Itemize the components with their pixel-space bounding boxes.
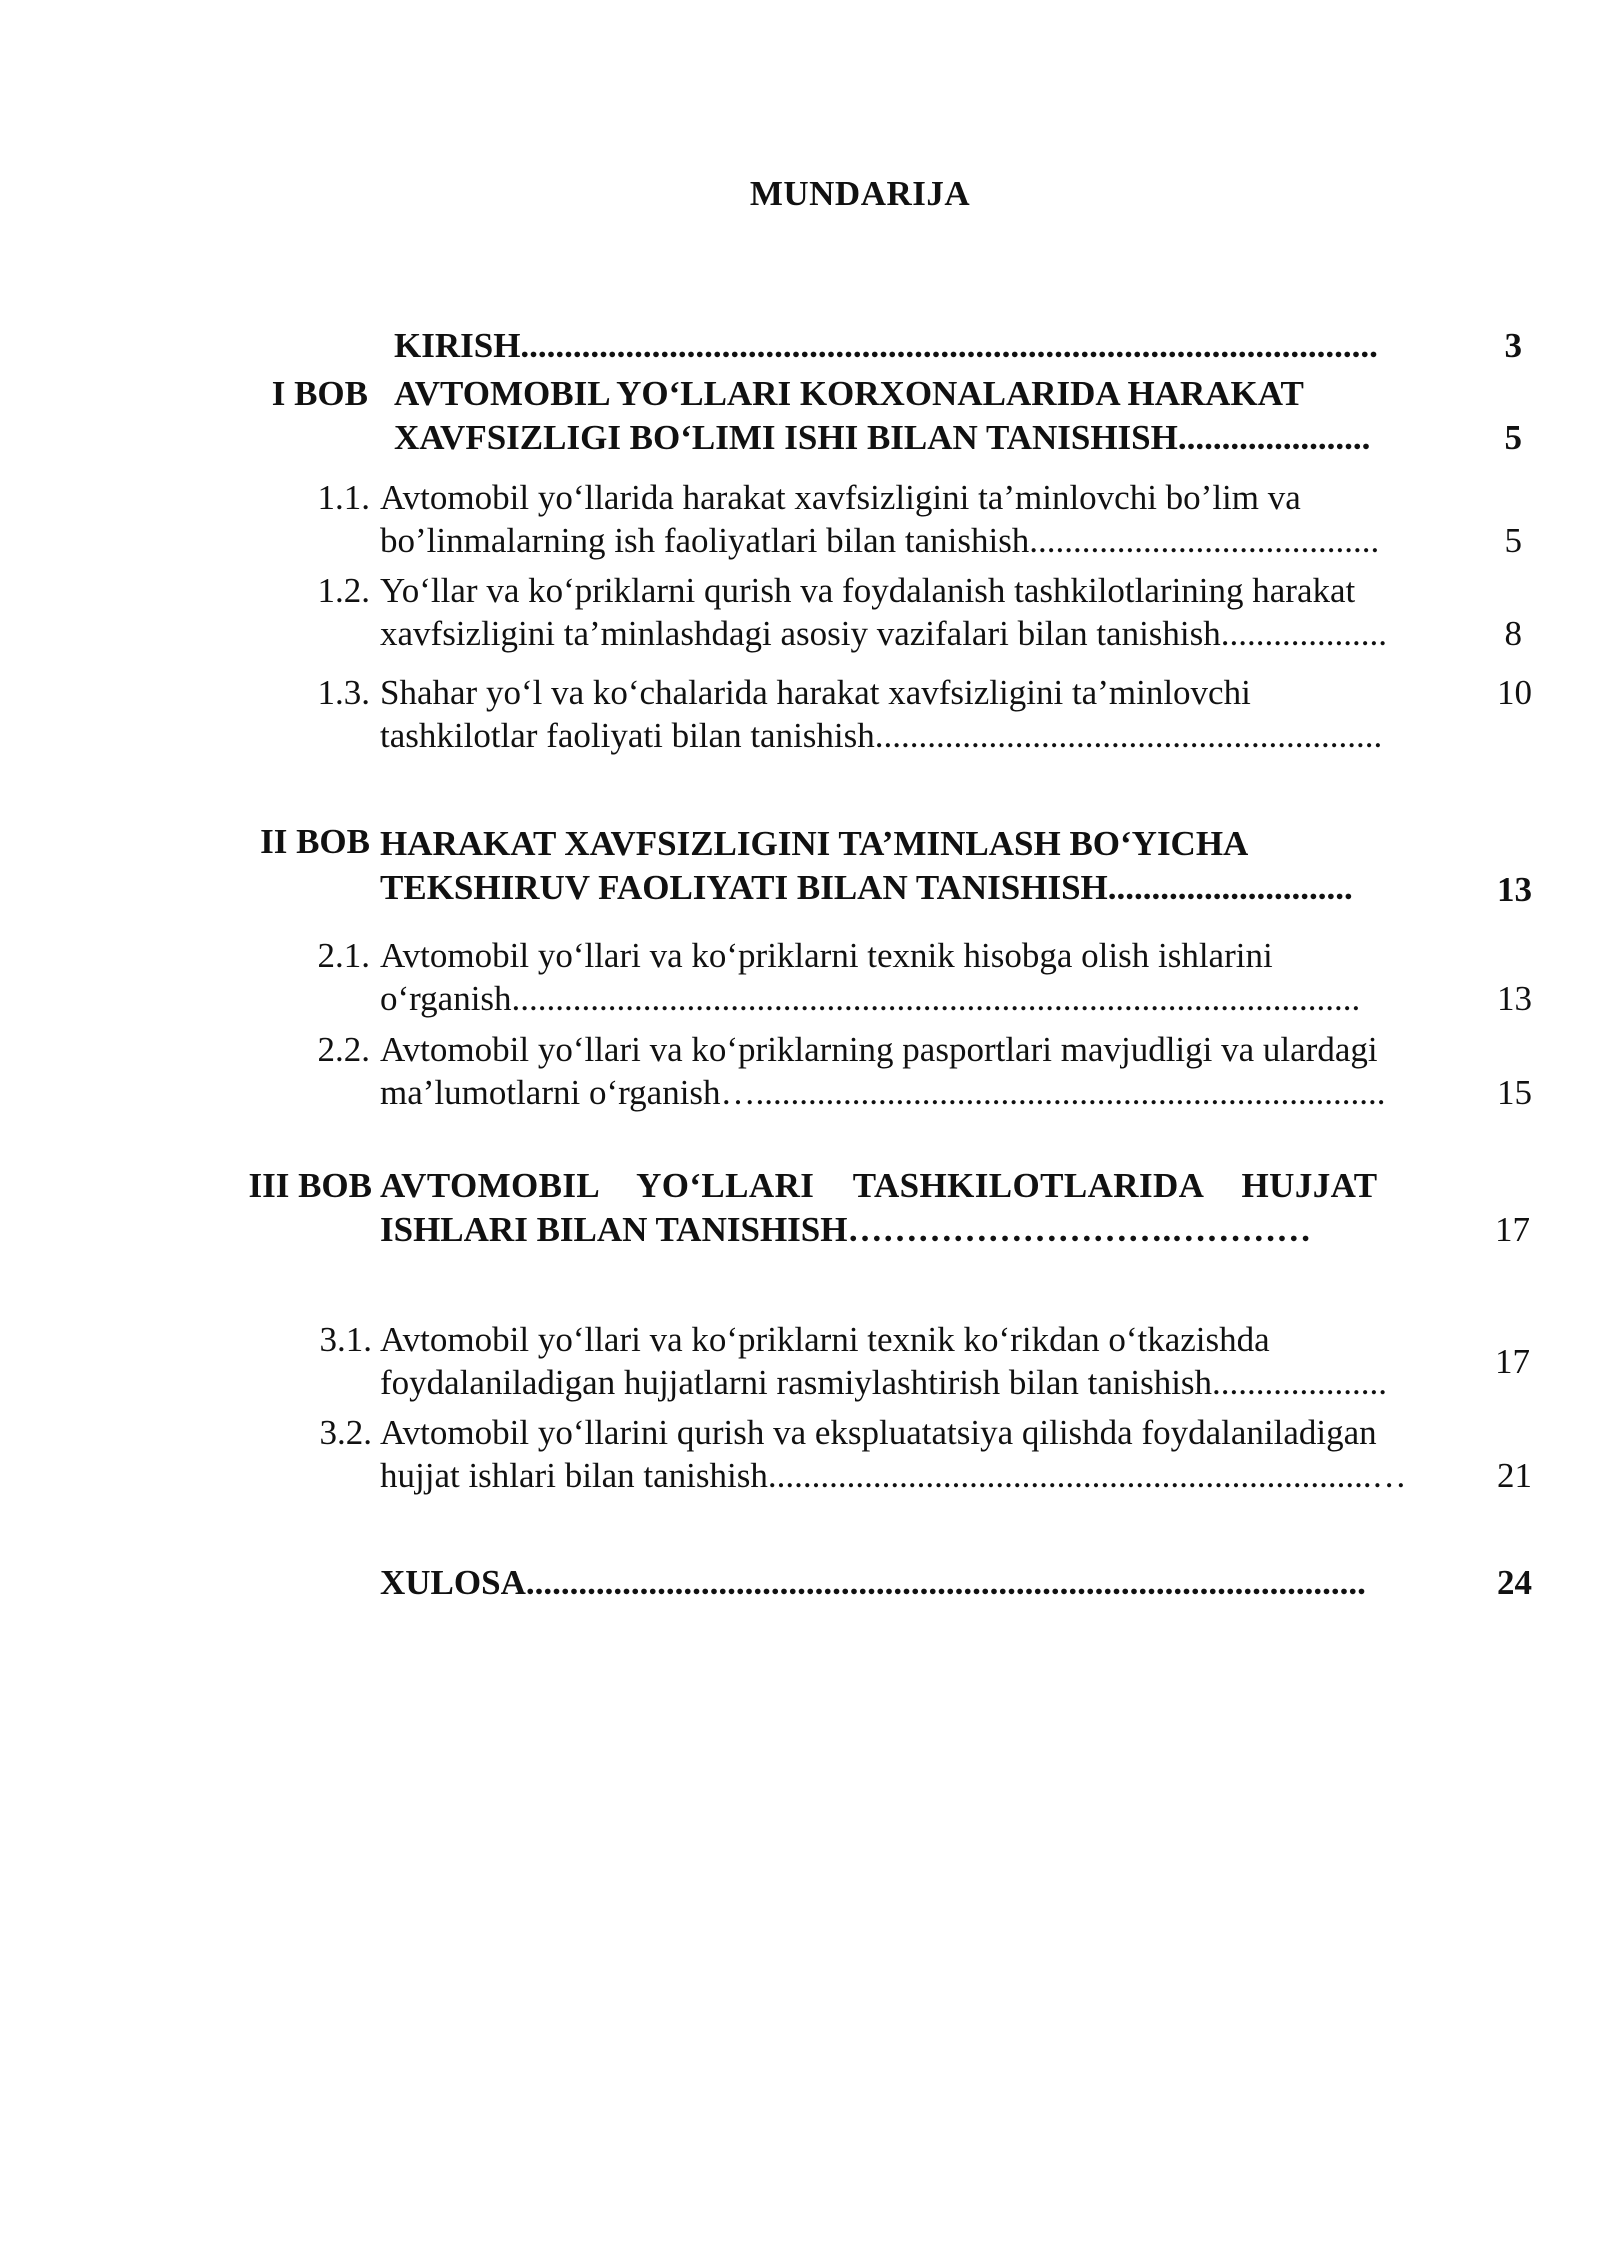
toc-entry-page: 17: [1495, 1342, 1530, 1381]
toc-entry-text: xavfsizligini ta’minlashdagi asosiy vazifalari bilan tanishish...................: [380, 614, 1388, 653]
toc-entry-label: 1.1.: [317, 478, 370, 517]
toc-entry-label: 1.2.: [317, 571, 370, 610]
toc-entry-label: I BOB: [271, 374, 368, 413]
toc-entry-page: 13: [1497, 979, 1532, 1018]
toc-entry-text: KIRISH..................................................................................................: [394, 326, 1378, 365]
toc-entry-page: 15: [1497, 1073, 1532, 1112]
toc-entry-text: tashkilotlar faoliyati bilan tanishish..........................................................: [380, 716, 1383, 755]
toc-entry-page: 5: [1504, 521, 1522, 560]
toc-entry-text: TEKSHIRUV FAOLIYATI BILAN TANISHISH............................: [380, 868, 1353, 907]
toc-entry-page: 5: [1504, 418, 1522, 457]
toc-entry-text: AVTOMOBIL YO‘LLARI TASHKILOTLARIDA HUJJAT: [380, 1166, 1378, 1205]
toc-entry-label: II BOB: [260, 822, 370, 861]
toc-entry-text: Avtomobil yo‘llari va ko‘priklarni texnik ko‘rikdan o‘tkazishda: [380, 1320, 1270, 1359]
toc-entry-text: XAVFSIZLIGI BO‘LIMI ISHI BILAN TANISHISH......................: [394, 418, 1371, 457]
toc-entry-text: Yo‘llar va ko‘priklarni qurish va foydalanish tashkilotlarining harakat: [380, 571, 1356, 610]
toc-entry-label: 3.1.: [319, 1320, 372, 1359]
toc-entry-label: 3.2.: [319, 1413, 372, 1452]
toc-entry-text: Shahar yo‘l va ko‘chalarida harakat xavfsizligini ta’minlovchi: [380, 673, 1251, 712]
toc-entry-text: AVTOMOBIL YO‘LLARI KORXONALARIDA HARAKAT: [394, 374, 1304, 413]
toc-entry-page: 8: [1504, 614, 1522, 653]
toc-entry-text: Avtomobil yo‘llarini qurish va ekspluatatsiya qilishda foydalaniladigan: [380, 1413, 1377, 1452]
toc-entry-text: ma’lumotlarni o‘rganish…........................................................................: [380, 1073, 1386, 1112]
toc-entry-page: 3: [1504, 326, 1522, 365]
toc-entry-label: III BOB: [248, 1166, 372, 1205]
toc-entry-text: hujjat ishlari bilan tanishish.....................................................................…: [380, 1456, 1407, 1495]
toc-entry-page: 17: [1495, 1210, 1530, 1249]
toc-entry-page: 13: [1497, 870, 1532, 909]
toc-entry-page: 21: [1497, 1456, 1532, 1495]
toc-entry-page: 10: [1497, 673, 1532, 712]
toc-entry-label: 2.1.: [317, 936, 370, 975]
toc-entry-text: Avtomobil yo‘llari va ko‘priklarni texnik hisobga olish ishlarini: [380, 936, 1273, 975]
toc-entry-label: 1.3.: [317, 673, 370, 712]
toc-entry-page: 24: [1497, 1563, 1532, 1602]
toc-entry-text: bo’linmalarning ish faoliyatlari bilan tanishish........................................: [380, 521, 1380, 560]
toc-entry-text: Avtomobil yo‘llarida harakat xavfsizligini ta’minlovchi bo’lim va: [380, 478, 1301, 517]
toc-entry-text: HARAKAT XAVFSIZLIGINI TA’MINLASH BO‘YICHA: [380, 824, 1249, 863]
toc-entry-text: o‘rganish.................................................................................................: [380, 979, 1361, 1018]
toc-entry-text: foydalaniladigan hujjatlarni rasmiylashtirish bilan tanishish....................: [380, 1363, 1388, 1402]
toc-entry-text: ISHLARI BILAN TANISHISH……………………….…………: [380, 1210, 1312, 1249]
toc-entry-label: 2.2.: [317, 1030, 370, 1069]
page-title: MUNDARIJA: [749, 174, 971, 213]
toc-entry-text: Avtomobil yo‘llari va ko‘priklarning pasportlari mavjudligi va ulardagi: [380, 1030, 1378, 1069]
toc-entry-text: XULOSA................................................................................................: [380, 1563, 1366, 1602]
